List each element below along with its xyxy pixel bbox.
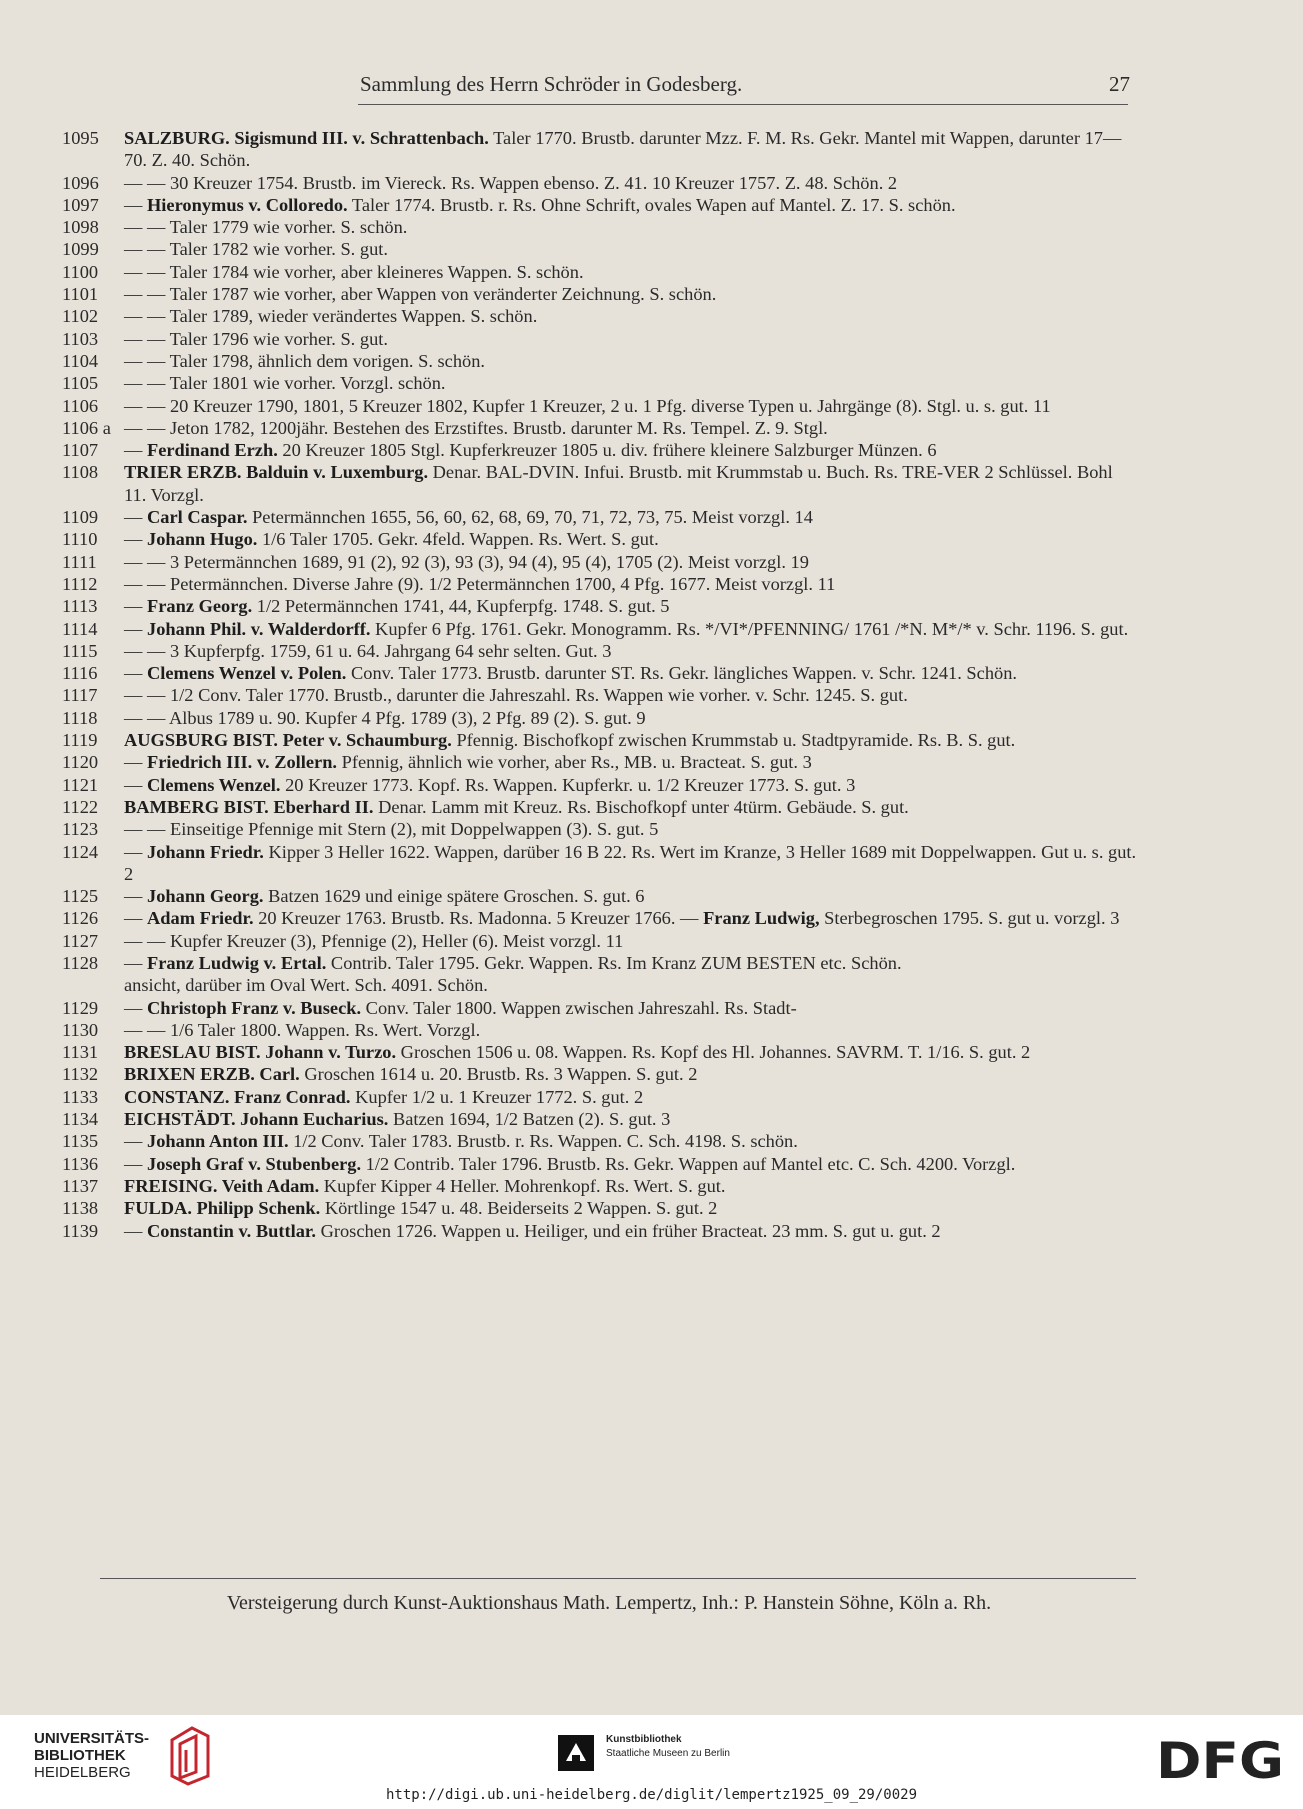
entry-text: Denar. Lamm mit Kreuz. Rs. Bischofkopf unter 4türm. Gebäude. S. gut. <box>373 796 909 817</box>
lot-number: 1112 <box>62 573 98 594</box>
dfg-wordmark <box>1156 1734 1286 1784</box>
entry-text: — — 1/6 Taler 1800. Wappen. Rs. Wert. Vorzgl. <box>124 1019 481 1040</box>
lot-number: 1136 <box>62 1153 99 1174</box>
lot-number: 1098 <box>62 217 99 238</box>
ruler-name: Franz Georg. <box>147 596 253 617</box>
lot-number: 1121 <box>62 774 99 795</box>
entry-description <box>124 283 1138 305</box>
entry-text: Pfennig, ähnlich wie vorher, aber Rs., MB. u. Bracteat. S. gut. 3 <box>337 752 812 773</box>
catalogue-entry <box>62 372 1138 394</box>
entry-text: — <box>124 1131 147 1152</box>
ruler-name: BRESLAU BIST. Johann v. Turzo. <box>124 1042 397 1063</box>
lot-number: 1133 <box>62 1086 99 1107</box>
kb-line-1: Kunstbibliothek <box>606 1734 682 1745</box>
entry-text: — — 3 Kupferpfg. 1759, 61 u. 64. Jahrgang 64 sehr selten. Gut. 3 <box>124 640 612 661</box>
entry-description <box>124 350 1138 372</box>
catalogue-entry <box>62 328 1138 350</box>
entry-text: — — Taler 1796 wie vorher. S. gut. <box>124 328 388 349</box>
entry-description <box>124 1086 1138 1108</box>
entry-description <box>124 1130 1138 1152</box>
entry-description <box>124 930 1138 952</box>
catalogue-entry <box>62 952 1138 974</box>
entry-text: — — Taler 1782 wie vorher. S. gut. <box>124 239 388 260</box>
entry-description <box>124 1175 1138 1197</box>
entry-description <box>124 551 1138 573</box>
entry-description <box>124 506 1138 528</box>
entry-description <box>124 372 1138 394</box>
ruler-name: FREISING. Veith Adam. <box>124 1175 320 1196</box>
entry-description <box>124 1220 1138 1242</box>
catalogue-entry <box>62 796 1138 818</box>
lot-number: 1129 <box>62 997 99 1018</box>
entry-description <box>124 841 1138 886</box>
entry-description <box>124 172 1138 194</box>
entry-description <box>124 640 1138 662</box>
catalogue-entry <box>62 1019 1138 1041</box>
lot-number: 1134 <box>62 1109 99 1130</box>
entry-description <box>124 684 1138 706</box>
entry-description <box>124 707 1138 729</box>
catalogue-entry <box>62 885 1138 907</box>
lot-number: 1122 <box>62 796 99 817</box>
catalogue-entry <box>62 395 1138 417</box>
entry-text: — <box>124 997 147 1018</box>
entry-description <box>124 662 1138 684</box>
lot-number: 1096 <box>62 172 99 193</box>
ruler-name: BRIXEN ERZB. Carl. <box>124 1064 300 1085</box>
lot-number: 1115 <box>62 640 98 661</box>
catalogue-entry <box>62 506 1138 528</box>
entry-text: — <box>124 663 147 684</box>
lot-number: 1099 <box>62 239 99 260</box>
auction-house-footer: Versteigerung durch Kunst-Auktionshaus Math. Lempertz, Inh.: P. Hanstein Söhne, Köln a. Rh. <box>226 1592 992 1614</box>
entry-description <box>124 528 1138 550</box>
entry-description <box>124 907 1138 929</box>
entry-text: — — 20 Kreuzer 1790, 1801, 5 Kreuzer 1802, Kupfer 1 Kreuzer, 2 u. 1 Pfg. diverse Typen u. Jahrgänge (8). Stgl. u. s. gut. 11 <box>124 395 1051 416</box>
permalink-url[interactable]: http://digi.ub.uni-heidelberg.de/diglit/lempertz1925_09_29/0029 <box>385 1787 917 1803</box>
catalogue-entry <box>62 707 1138 729</box>
entry-text: Batzen 1694, 1/2 Batzen (2). S. gut. 3 <box>388 1109 671 1130</box>
lot-number: 1126 <box>62 908 99 929</box>
ruler-name: Adam Friedr. <box>147 908 254 929</box>
entry-description <box>124 261 1138 283</box>
lot-number: 1139 <box>62 1220 99 1241</box>
entry-description <box>124 439 1138 461</box>
lot-number: 1118 <box>62 707 98 728</box>
entry-text: Conv. Taler 1773. Brustb. darunter ST. Rs. Gekr. längliches Wappen. v. Schr. 1241. Schön. <box>346 663 1018 684</box>
lot-number: 1128 <box>62 952 99 973</box>
entry-text: 1/2 Contrib. Taler 1796. Brustb. Rs. Gekr. Wappen auf Mantel etc. C. Sch. 4200. Vorzgl. <box>361 1153 1016 1174</box>
lot-number: 1124 <box>62 841 99 862</box>
entry-text: — <box>124 908 147 929</box>
lot-number: 1106 a <box>62 417 111 438</box>
dfg-logo[interactable] <box>1156 1734 1286 1789</box>
lot-number: 1135 <box>62 1131 99 1152</box>
entry-description <box>124 729 1138 751</box>
entry-text: 1/6 Taler 1705. Gekr. 4feld. Wappen. Rs. Wert. S. gut. <box>257 529 659 550</box>
catalogue-entry <box>62 930 1138 952</box>
ruler-name: Johann Anton III. <box>147 1131 289 1152</box>
kunstbibliothek-text <box>606 1733 826 1761</box>
lot-number: 1137 <box>62 1175 99 1196</box>
catalogue-entry <box>62 595 1138 617</box>
running-head <box>360 72 1130 102</box>
entry-text: — — 30 Kreuzer 1754. Brustb. im Viereck. Rs. Wappen ebenso. Z. 41. 10 Kreuzer 1757. Z. 48. Schön. 2 <box>124 172 898 193</box>
lot-number: 1119 <box>62 730 98 751</box>
ruler-name: Clemens Wenzel. <box>147 774 281 795</box>
ruler-name: Ferdinand Erzh. <box>147 440 278 461</box>
entry-description <box>124 774 1138 796</box>
catalogue-entry <box>62 439 1138 461</box>
entry-text: — <box>124 1153 147 1174</box>
entry-description <box>124 1063 1138 1085</box>
entry-text: Conv. Taler 1800. Wappen zwischen Jahreszahl. Rs. Stadt- <box>361 997 797 1018</box>
ub-line-1: UNIVERSITÄTS- <box>34 1730 150 1747</box>
catalogue-entry <box>62 1220 1138 1242</box>
entry-text: — <box>124 841 147 862</box>
entry-text: 20 Kreuzer 1763. Brustb. Rs. Madonna. 5 Kreuzer 1766. — <box>253 908 704 929</box>
entry-text: — — Taler 1801 wie vorher. Vorzgl. schön. <box>124 373 446 394</box>
entry-text: 20 Kreuzer 1805 Stgl. Kupferkreuzer 1805 u. div. frühere kleinere Salzburger Münzen. 6 <box>277 440 937 461</box>
catalogue-entry <box>62 194 1138 216</box>
entry-description <box>124 618 1138 640</box>
entry-description <box>124 395 1138 417</box>
entry-text: — — 1/2 Conv. Taler 1770. Brustb., darunter die Jahreszahl. Rs. Wappen wie vorher. v. Schr. 1245. S. gut. <box>124 685 908 706</box>
catalogue-entry <box>62 729 1138 751</box>
entry-text: Pfennig. Bischofkopf zwischen Krummstab u. Stadtpyramide. Rs. B. S. gut. <box>451 730 1016 751</box>
entry-text: Körtlinge 1547 u. 48. Beiderseits 2 Wappen. S. gut. 2 <box>320 1198 718 1219</box>
lot-number: 1138 <box>62 1198 99 1219</box>
lot-number: 1109 <box>62 507 99 528</box>
ruler-name: Friedrich III. v. Zollern. <box>147 752 338 773</box>
lot-number: 1106 <box>62 395 99 416</box>
ruler-name: SALZBURG. Sigismund III. v. Schrattenbach. <box>124 128 489 148</box>
entry-text: — <box>124 596 147 617</box>
entry-text: 1/2 Conv. Taler 1783. Brustb. r. Rs. Wappen. C. Sch. 4198. S. schön. <box>288 1131 798 1152</box>
entry-description <box>124 573 1138 595</box>
catalogue-entry <box>62 618 1138 640</box>
entry-text: — — 3 Petermännchen 1689, 91 (2), 92 (3), 93 (3), 94 (4), 95 (4), 1705 (2). Meist vorzgl. 19 <box>124 551 809 572</box>
dfg-text: DFG <box>1156 1734 1284 1784</box>
entry-text: ansicht, darüber im Oval Wert. Sch. 4091. Schön. <box>124 975 488 996</box>
entry-text: — — Taler 1798, ähnlich dem vorigen. S. schön. <box>124 350 486 371</box>
catalogue-entry <box>62 573 1138 595</box>
entry-text: Groschen 1506 u. 08. Wappen. Rs. Kopf des Hl. Johannes. SAVRM. T. 1/16. S. gut. 2 <box>396 1042 1031 1063</box>
entry-text: — — Petermännchen. Diverse Jahre (9). 1/2 Petermännchen 1700, 4 Pfg. 1677. Meist vorzgl. 11 <box>124 573 836 594</box>
kunstbibliothek-emblem-icon <box>556 1733 596 1773</box>
ruler-name: FULDA. Philipp Schenk. <box>124 1198 321 1219</box>
lot-number: 1114 <box>62 618 98 639</box>
catalogue-entry <box>62 551 1138 573</box>
entry-text: — — Taler 1789, wieder verändertes Wappen. S. schön. <box>124 306 538 327</box>
catalogue-entry <box>62 172 1138 194</box>
lot-number: 1107 <box>62 440 99 461</box>
lot-number: 1101 <box>62 284 99 305</box>
catalogue-entry <box>62 774 1138 796</box>
entry-description <box>124 997 1138 1019</box>
ruler-name: TRIER ERZB. Balduin v. Luxemburg. <box>124 462 429 483</box>
ruler-name: Constantin v. Buttlar. <box>147 1220 316 1241</box>
ruler-name: Johann Georg. <box>147 886 264 907</box>
ruler-name: Franz Ludwig, <box>703 908 820 929</box>
entry-description <box>124 595 1138 617</box>
entry-text: — <box>124 194 147 215</box>
lot-number: 1111 <box>62 551 97 572</box>
entry-text: — — Taler 1784 wie vorher, aber kleineres Wappen. S. schön. <box>124 261 584 282</box>
entry-description <box>124 751 1138 773</box>
entry-text: — <box>124 529 147 550</box>
header-rule <box>358 104 1128 105</box>
entry-text: — <box>124 1220 147 1241</box>
lot-number: 1131 <box>62 1042 99 1063</box>
catalogue-entry <box>62 1063 1138 1085</box>
entry-text: — <box>124 774 147 795</box>
entry-text: Petermännchen 1655, 56, 60, 62, 68, 69, 70, 71, 72, 73, 75. Meist vorzgl. 14 <box>247 507 813 528</box>
page-number: 27 <box>1109 72 1130 96</box>
entry-text: — — Albus 1789 u. 90. Kupfer 4 Pfg. 1789 (3), 2 Pfg. 89 (2). S. gut. 9 <box>124 707 646 728</box>
catalogue-entry <box>62 841 1138 886</box>
lot-number: 1108 <box>62 462 99 483</box>
entry-text: Kupfer 6 Pfg. 1761. Gekr. Monogramm. Rs. */VI*/PFENNING/ 1761 /*N. M*/* v. Schr. 1196. S. gut. <box>370 618 1129 639</box>
catalogue-entry <box>62 1130 1138 1152</box>
catalogue-entry <box>62 1108 1138 1130</box>
catalogue-entry <box>62 417 1138 439</box>
catalogue-entry <box>62 662 1138 684</box>
entry-text: — <box>124 507 147 528</box>
catalogue-entry <box>62 127 1138 172</box>
entry-description <box>124 796 1138 818</box>
entry-description <box>124 1153 1138 1175</box>
ruler-name: AUGSBURG BIST. Peter v. Schaumburg. <box>124 730 452 751</box>
lot-number: 1095 <box>62 128 99 148</box>
entry-text: Batzen 1629 und einige spätere Groschen. S. gut. 6 <box>263 886 645 907</box>
catalogue-entry <box>62 1041 1138 1063</box>
catalogue-entry <box>62 283 1138 305</box>
footer-rule <box>100 1578 1136 1579</box>
entry-text: Kipper 3 Heller 1622. Wappen, darüber 16 B 22. Rs. Wert im Kranze, 3 Heller 1689 mit Doppelwappen. Gut u. s. gut. 2 <box>124 841 1137 884</box>
catalogue-entry <box>62 997 1138 1019</box>
entry-text: — <box>124 952 147 973</box>
ruler-name: EICHSTÄDT. Johann Eucharius. <box>124 1109 389 1130</box>
page-title: Sammlung des Herrn Schröder in Godesberg. <box>360 72 743 96</box>
catalogue-entry <box>62 350 1138 372</box>
entry-text: Contrib. Taler 1795. Gekr. Wappen. Rs. Im Kranz ZUM BESTEN etc. Schön. <box>326 952 902 973</box>
catalogue-entry <box>62 461 1138 506</box>
entry-description <box>124 974 1138 996</box>
entry-text: — — Jeton 1782, 1200jähr. Bestehen des Erzstiftes. Brustb. darunter M. Rs. Tempel. Z. 9. Stgl. <box>124 417 828 438</box>
lot-number: 1100 <box>62 261 99 282</box>
catalogue-entry <box>62 1086 1138 1108</box>
entry-description <box>124 127 1138 172</box>
entry-text: — — Taler 1779 wie vorher. S. schön. <box>124 217 408 238</box>
lot-number: 1130 <box>62 1019 99 1040</box>
lot-number: 1120 <box>62 752 99 773</box>
kb-line-2: Staatliche Museen zu Berlin <box>606 1748 730 1759</box>
ruler-name: Clemens Wenzel v. Polen. <box>147 663 347 684</box>
entry-text: Taler 1774. Brustb. r. Rs. Ohne Schrift, ovales Wapen auf Mantel. Z. 17. S. schön. <box>347 194 956 215</box>
lot-number: 1104 <box>62 350 99 371</box>
ruler-name: Johann Friedr. <box>147 841 264 862</box>
catalogue-entry <box>62 818 1138 840</box>
catalogue-entry <box>62 238 1138 260</box>
ub-emblem-icon <box>166 1722 214 1786</box>
lot-number: 1105 <box>62 373 99 394</box>
entry-description <box>124 1019 1138 1041</box>
entry-description <box>124 461 1138 506</box>
lot-number: 1097 <box>62 194 99 215</box>
entry-text: Denar. BAL-DVIN. Infui. Brustb. mit Krummstab u. Buch. Rs. TRE-VER 2 Schlüssel. Bohl 11. Vorzgl. <box>124 462 1113 505</box>
ruler-name: BAMBERG BIST. Eberhard II. <box>124 796 374 817</box>
entry-text: Sterbegroschen 1795. S. gut u. vorzgl. 3 <box>819 908 1120 929</box>
entry-description <box>124 328 1138 350</box>
entry-description <box>124 818 1138 840</box>
ub-line-3: HEIDELBERG <box>34 1764 131 1781</box>
catalogue-entry <box>62 684 1138 706</box>
lot-number: 1116 <box>62 663 98 684</box>
entry-description <box>124 1197 1138 1219</box>
entry-text: 20 Kreuzer 1773. Kopf. Rs. Wappen. Kupferkr. u. 1/2 Kreuzer 1773. S. gut. 3 <box>280 774 856 795</box>
catalogue-entry <box>62 261 1138 283</box>
entry-text: Groschen 1726. Wappen u. Heiliger, und ein früher Bracteat. 23 mm. S. gut u. gut. 2 <box>315 1220 941 1241</box>
ruler-name: Christoph Franz v. Buseck. <box>147 997 362 1018</box>
entry-text: — <box>124 618 147 639</box>
entry-description <box>124 1108 1138 1130</box>
catalogue-entry <box>62 528 1138 550</box>
entry-text: Taler 1770. Brustb. darunter Mzz. F. M. Rs. Gekr. Mantel mit Wappen, darunter 17—70. Z. 40. Schön. <box>124 128 1122 171</box>
ub-heidelberg-text <box>34 1730 164 1781</box>
catalogue-entry <box>62 1197 1138 1219</box>
entry-text: Kupfer Kipper 4 Heller. Mohrenkopf. Rs. Wert. S. gut. <box>319 1175 726 1196</box>
entry-description <box>124 305 1138 327</box>
catalogue-entry <box>62 305 1138 327</box>
lot-number: 1113 <box>62 596 98 617</box>
entry-text: — <box>124 886 147 907</box>
ruler-name: Hieronymus v. Colloredo. <box>147 194 348 215</box>
lot-number: 1110 <box>62 529 98 550</box>
entry-description <box>124 417 1138 439</box>
lot-number: 1132 <box>62 1064 99 1085</box>
entry-text: 1/2 Petermännchen 1741, 44, Kupferpfg. 1748. S. gut. 5 <box>252 596 670 617</box>
ruler-name: Johann Hugo. <box>147 529 258 550</box>
entry-description <box>124 1041 1138 1063</box>
lot-number: 1123 <box>62 819 99 840</box>
catalogue-entry <box>62 907 1138 929</box>
ruler-name: CONSTANZ. Franz Conrad. <box>124 1086 351 1107</box>
entry-text: Groschen 1614 u. 20. Brustb. Rs. 3 Wappen. S. gut. 2 <box>299 1064 698 1085</box>
entry-description <box>124 194 1138 216</box>
ruler-name: Carl Caspar. <box>147 507 248 528</box>
ruler-name: Johann Phil. v. Walderdorff. <box>147 618 371 639</box>
catalogue-entries <box>62 127 1138 1242</box>
entry-text: Kupfer 1/2 u. 1 Kreuzer 1772. S. gut. 2 <box>350 1086 644 1107</box>
ruler-name: Franz Ludwig v. Ertal. <box>147 952 327 973</box>
lot-number: 1127 <box>62 930 99 951</box>
entry-description <box>124 952 1138 974</box>
catalogue-entry <box>62 1153 1138 1175</box>
entry-text: — — Kupfer Kreuzer (3), Pfennige (2), Heller (6). Meist vorzgl. 11 <box>124 930 624 951</box>
ruler-name: Joseph Graf v. Stubenberg. <box>147 1153 362 1174</box>
catalogue-entry <box>62 751 1138 773</box>
catalogue-entry <box>62 974 1138 996</box>
catalogue-entry <box>62 640 1138 662</box>
entry-description <box>124 885 1138 907</box>
entry-text: — <box>124 440 147 461</box>
entry-description <box>124 238 1138 260</box>
catalogue-entry <box>62 216 1138 238</box>
lot-number: 1103 <box>62 328 99 349</box>
entry-description <box>124 216 1138 238</box>
entry-text: — — Einseitige Pfennige mit Stern (2), mit Doppelwappen (3). S. gut. 5 <box>124 819 659 840</box>
entry-text: — <box>124 752 147 773</box>
lot-number: 1125 <box>62 886 99 907</box>
catalogue-entry <box>62 1175 1138 1197</box>
ub-line-2: BIBLIOTHEK <box>34 1747 126 1764</box>
lot-number: 1117 <box>62 685 98 706</box>
lot-number: 1102 <box>62 306 99 327</box>
entry-text: — — Taler 1787 wie vorher, aber Wappen von veränderter Zeichnung. S. schön. <box>124 284 717 305</box>
